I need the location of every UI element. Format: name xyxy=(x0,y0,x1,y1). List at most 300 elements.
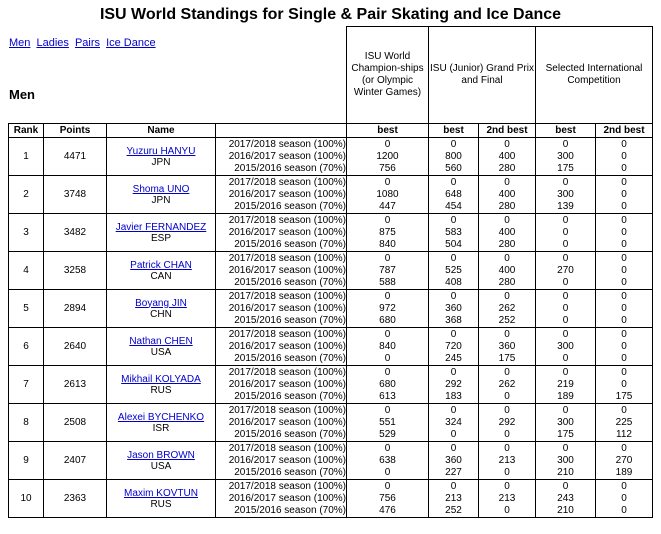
score-value: 0 xyxy=(621,214,627,226)
skater-cell xyxy=(107,176,216,214)
skater-country: RUS xyxy=(150,498,172,510)
score-value: 189 xyxy=(615,466,633,478)
score-value: 175 xyxy=(557,428,574,440)
skater-country: JPN xyxy=(151,194,171,206)
score-value: 0 xyxy=(450,480,457,492)
score-value: 0 xyxy=(621,314,627,326)
skater-country: ESP xyxy=(150,232,171,244)
season-label: 2016/2017 season (100%) xyxy=(228,492,346,504)
score-value: 840 xyxy=(379,340,396,352)
score-value: 0 xyxy=(504,466,510,478)
skater-name-link[interactable]: Shoma UNO xyxy=(132,183,190,195)
score-cell-gp2 xyxy=(479,442,536,480)
header-name: Name xyxy=(107,124,216,138)
score-cell-wc xyxy=(347,252,429,290)
table-row xyxy=(9,252,653,290)
score-value: 400 xyxy=(498,226,516,238)
season-label: 2016/2017 season (100%) xyxy=(228,340,346,352)
score-cell-gp2 xyxy=(479,252,536,290)
score-value: 0 xyxy=(450,214,457,226)
score-value: 0 xyxy=(562,442,569,454)
nav-link-pairs[interactable]: Pairs xyxy=(74,37,101,49)
score-value: 0 xyxy=(621,188,627,200)
season-label: 2016/2017 season (100%) xyxy=(228,454,346,466)
score-value: 0 xyxy=(562,226,569,238)
score-value: 0 xyxy=(621,504,627,516)
header-season-blank xyxy=(216,124,347,138)
score-value: 551 xyxy=(379,416,396,428)
score-cell-sic2 xyxy=(596,138,653,176)
score-cell-gp2 xyxy=(479,176,536,214)
score-value: 0 xyxy=(621,480,627,492)
season-label: 2017/2018 season (100%) xyxy=(228,442,346,454)
score-value: 720 xyxy=(445,340,462,352)
score-cell-sic1 xyxy=(536,176,596,214)
score-value: 210 xyxy=(557,466,574,478)
score-value: 360 xyxy=(498,340,516,352)
score-value: 227 xyxy=(445,466,462,478)
header-grand-prix: ISU (Junior) Grand Prix and Final xyxy=(429,27,536,124)
score-cell-sic2 xyxy=(596,214,653,252)
skater-cell xyxy=(107,328,216,366)
score-cell-sic1 xyxy=(536,214,596,252)
score-cell-wc xyxy=(347,404,429,442)
score-value: 368 xyxy=(445,314,462,326)
score-value: 112 xyxy=(616,428,632,440)
score-value: 0 xyxy=(562,214,569,226)
score-cell-wc xyxy=(347,328,429,366)
header-gp-best: best xyxy=(429,124,479,138)
score-value: 613 xyxy=(379,390,396,402)
score-value: 0 xyxy=(504,138,510,150)
score-value: 400 xyxy=(498,264,516,276)
season-label: 2015/2016 season (70%) xyxy=(234,276,346,288)
score-value: 292 xyxy=(445,378,462,390)
score-value: 0 xyxy=(621,290,627,302)
points-cell: 2407 xyxy=(44,442,107,480)
score-value: 300 xyxy=(557,454,574,466)
score-value: 454 xyxy=(445,200,462,212)
score-value: 0 xyxy=(384,466,391,478)
season-label: 2015/2016 season (70%) xyxy=(234,352,346,364)
table-row xyxy=(9,214,653,252)
standings-table xyxy=(8,26,653,518)
score-value: 300 xyxy=(557,416,574,428)
score-value: 0 xyxy=(384,290,391,302)
rank-cell: 2 xyxy=(9,176,44,214)
header-wc-best: best xyxy=(347,124,429,138)
score-value: 0 xyxy=(621,340,627,352)
score-value: 189 xyxy=(557,390,574,402)
season-cell xyxy=(216,252,347,290)
season-cell xyxy=(216,442,347,480)
score-cell-gp1 xyxy=(429,138,479,176)
table-row xyxy=(9,480,653,518)
skater-country: RUS xyxy=(150,384,172,396)
score-value: 270 xyxy=(557,264,574,276)
score-cell-gp1 xyxy=(429,290,479,328)
season-label: 2015/2016 season (70%) xyxy=(234,428,346,440)
points-cell: 3482 xyxy=(44,214,107,252)
score-cell-sic1 xyxy=(536,290,596,328)
score-value: 0 xyxy=(621,328,627,340)
score-value: 0 xyxy=(450,366,457,378)
score-value: 0 xyxy=(562,404,569,416)
rank-cell: 5 xyxy=(9,290,44,328)
score-value: 0 xyxy=(504,252,510,264)
score-value: 300 xyxy=(557,188,574,200)
header-sic-2nd-best: 2nd best xyxy=(596,124,653,138)
table-row xyxy=(9,442,653,480)
score-value: 0 xyxy=(621,150,627,162)
season-label: 2015/2016 season (70%) xyxy=(234,504,346,516)
score-value: 0 xyxy=(621,352,627,364)
score-value: 400 xyxy=(498,150,516,162)
score-value: 680 xyxy=(379,378,396,390)
score-value: 324 xyxy=(445,416,462,428)
score-value: 400 xyxy=(498,188,516,200)
score-value: 0 xyxy=(562,238,569,250)
score-cell-gp1 xyxy=(429,176,479,214)
page-title: ISU World Standings for Single & Pair Skating and Ice Dance xyxy=(99,6,562,23)
score-value: 0 xyxy=(562,252,569,264)
score-cell-gp2 xyxy=(479,404,536,442)
season-label: 2016/2017 season (100%) xyxy=(228,264,346,276)
score-cell-sic2 xyxy=(596,404,653,442)
points-cell: 2894 xyxy=(44,290,107,328)
season-label: 2017/2018 season (100%) xyxy=(228,214,346,226)
score-value: 525 xyxy=(445,264,462,276)
score-value: 280 xyxy=(498,162,516,174)
score-value: 1080 xyxy=(376,188,399,200)
score-value: 0 xyxy=(621,200,627,212)
season-label: 2015/2016 season (70%) xyxy=(234,200,346,212)
score-value: 225 xyxy=(615,416,633,428)
score-value: 0 xyxy=(450,290,457,302)
score-cell-sic2 xyxy=(596,480,653,518)
skater-country: CHN xyxy=(150,308,172,320)
score-cell-gp2 xyxy=(479,214,536,252)
score-value: 0 xyxy=(504,176,510,188)
section-heading: Men xyxy=(9,87,35,102)
score-value: 0 xyxy=(621,252,627,264)
skater-cell xyxy=(107,480,216,518)
skater-name-link[interactable]: Nathan CHEN xyxy=(129,335,193,347)
score-value: 0 xyxy=(621,226,627,238)
score-cell-gp1 xyxy=(429,366,479,404)
score-value: 0 xyxy=(504,366,510,378)
rank-cell: 7 xyxy=(9,366,44,404)
score-cell-sic1 xyxy=(536,366,596,404)
score-value: 262 xyxy=(498,378,516,390)
season-label: 2017/2018 season (100%) xyxy=(228,480,346,492)
score-value: 360 xyxy=(445,454,462,466)
score-cell-sic2 xyxy=(596,176,653,214)
score-cell-gp1 xyxy=(429,214,479,252)
score-value: 648 xyxy=(445,188,462,200)
score-value: 1200 xyxy=(376,150,399,162)
skater-country: ISR xyxy=(152,422,170,434)
score-value: 252 xyxy=(498,314,516,326)
rank-cell: 10 xyxy=(9,480,44,518)
season-label: 2015/2016 season (70%) xyxy=(234,466,346,478)
score-value: 787 xyxy=(379,264,396,276)
score-value: 219 xyxy=(557,378,574,390)
season-label: 2017/2018 season (100%) xyxy=(228,290,346,302)
skater-cell xyxy=(107,252,216,290)
season-label: 2015/2016 season (70%) xyxy=(234,238,346,250)
score-value: 476 xyxy=(379,504,396,516)
score-value: 300 xyxy=(557,150,574,162)
score-cell-wc xyxy=(347,290,429,328)
header-points: Points xyxy=(44,124,107,138)
skater-name-link[interactable]: Mikhail KOLYADA xyxy=(121,373,201,385)
score-value: 0 xyxy=(384,214,391,226)
score-value: 252 xyxy=(445,504,462,516)
score-value: 245 xyxy=(445,352,462,364)
season-label: 2017/2018 season (100%) xyxy=(228,366,346,378)
season-cell xyxy=(216,176,347,214)
score-cell-gp2 xyxy=(479,138,536,176)
points-cell: 2508 xyxy=(44,404,107,442)
rank-cell: 1 xyxy=(9,138,44,176)
season-cell xyxy=(216,138,347,176)
table-row xyxy=(9,176,653,214)
score-value: 0 xyxy=(450,442,457,454)
season-label: 2016/2017 season (100%) xyxy=(228,302,346,314)
season-label: 2016/2017 season (100%) xyxy=(228,416,346,428)
skater-cell xyxy=(107,138,216,176)
score-cell-sic2 xyxy=(596,328,653,366)
season-cell xyxy=(216,404,347,442)
score-value: 0 xyxy=(384,352,391,364)
score-value: 0 xyxy=(450,176,457,188)
score-value: 0 xyxy=(621,366,627,378)
score-value: 0 xyxy=(621,162,627,174)
score-value: 0 xyxy=(562,352,569,364)
score-value: 0 xyxy=(562,290,569,302)
score-value: 588 xyxy=(379,276,396,288)
skater-name-link[interactable]: Boyang JIN xyxy=(135,297,187,309)
skater-cell xyxy=(107,442,216,480)
season-cell xyxy=(216,290,347,328)
season-label: 2015/2016 season (70%) xyxy=(234,390,346,402)
score-cell-gp1 xyxy=(429,404,479,442)
score-value: 583 xyxy=(445,226,462,238)
score-cell-gp1 xyxy=(429,328,479,366)
score-value: 0 xyxy=(384,138,391,150)
score-cell-sic1 xyxy=(536,138,596,176)
score-value: 213 xyxy=(445,492,462,504)
score-value: 243 xyxy=(557,492,574,504)
season-label: 2017/2018 season (100%) xyxy=(228,138,346,150)
season-label: 2015/2016 season (70%) xyxy=(234,314,346,326)
points-cell: 2613 xyxy=(44,366,107,404)
score-value: 0 xyxy=(450,138,457,150)
season-label: 2017/2018 season (100%) xyxy=(228,252,346,264)
rank-cell: 3 xyxy=(9,214,44,252)
score-value: 213 xyxy=(498,454,516,466)
score-value: 840 xyxy=(379,238,396,250)
rank-cell: 9 xyxy=(9,442,44,480)
table-row xyxy=(9,404,653,442)
score-value: 0 xyxy=(504,214,510,226)
season-label: 2015/2016 season (70%) xyxy=(234,162,346,174)
score-value: 280 xyxy=(498,276,516,288)
points-cell: 4471 xyxy=(44,138,107,176)
score-value: 0 xyxy=(504,428,510,440)
score-value: 139 xyxy=(557,200,574,212)
season-cell xyxy=(216,366,347,404)
score-value: 175 xyxy=(615,390,633,402)
score-value: 0 xyxy=(504,328,510,340)
skater-cell xyxy=(107,404,216,442)
nav-link-ladies[interactable]: Ladies xyxy=(36,37,69,49)
score-cell-gp1 xyxy=(429,442,479,480)
nav-link-ice-dance[interactable]: Ice Dance xyxy=(106,37,156,49)
nav-link-men[interactable]: Men xyxy=(9,37,31,49)
table-row xyxy=(9,290,653,328)
score-value: 0 xyxy=(621,276,627,288)
points-cell: 2640 xyxy=(44,328,107,366)
score-cell-gp2 xyxy=(479,290,536,328)
score-value: 280 xyxy=(498,200,516,212)
score-value: 0 xyxy=(562,314,569,326)
score-value: 0 xyxy=(384,328,391,340)
season-cell xyxy=(216,480,347,518)
score-value: 0 xyxy=(384,404,391,416)
table-row xyxy=(9,138,653,176)
score-value: 447 xyxy=(379,200,396,212)
skater-country: USA xyxy=(150,460,172,472)
score-cell-wc xyxy=(347,176,429,214)
score-value: 756 xyxy=(379,492,396,504)
score-cell-sic2 xyxy=(596,252,653,290)
score-cell-wc xyxy=(347,480,429,518)
score-value: 0 xyxy=(562,302,569,314)
header-gp-2nd-best: 2nd best xyxy=(479,124,536,138)
points-cell: 3258 xyxy=(44,252,107,290)
score-cell-sic1 xyxy=(536,442,596,480)
season-label: 2017/2018 season (100%) xyxy=(228,176,346,188)
table-row xyxy=(9,328,653,366)
score-value: 560 xyxy=(445,162,462,174)
score-value: 280 xyxy=(498,238,516,250)
rank-cell: 6 xyxy=(9,328,44,366)
skater-name-link[interactable]: Yuzuru HANYU xyxy=(126,145,196,157)
season-label: 2017/2018 season (100%) xyxy=(228,328,346,340)
score-value: 504 xyxy=(445,238,462,250)
score-value: 800 xyxy=(445,150,462,162)
score-value: 270 xyxy=(615,454,633,466)
score-value: 0 xyxy=(621,378,627,390)
score-value: 0 xyxy=(621,404,627,416)
score-cell-wc xyxy=(347,366,429,404)
score-value: 0 xyxy=(562,138,569,150)
points-cell: 3748 xyxy=(44,176,107,214)
rank-cell: 8 xyxy=(9,404,44,442)
table-row xyxy=(9,366,653,404)
score-value: 183 xyxy=(445,390,462,402)
score-value: 175 xyxy=(557,162,574,174)
skater-cell xyxy=(107,290,216,328)
score-value: 0 xyxy=(450,328,457,340)
score-value: 638 xyxy=(379,454,396,466)
score-value: 175 xyxy=(498,352,516,364)
score-value: 0 xyxy=(621,176,627,188)
score-cell-gp1 xyxy=(429,480,479,518)
season-label: 2017/2018 season (100%) xyxy=(228,404,346,416)
score-value: 529 xyxy=(379,428,396,440)
standings-body xyxy=(9,138,653,518)
score-value: 408 xyxy=(445,276,462,288)
score-cell-gp2 xyxy=(479,328,536,366)
season-label: 2016/2017 season (100%) xyxy=(228,378,346,390)
score-value: 0 xyxy=(384,366,391,378)
skater-name-link[interactable]: Patrick CHAN xyxy=(130,259,192,271)
score-value: 0 xyxy=(504,504,510,516)
header-international-competition: Selected International Competition xyxy=(536,27,653,124)
season-label: 2016/2017 season (100%) xyxy=(228,226,346,238)
score-value: 0 xyxy=(562,328,569,340)
score-value: 213 xyxy=(498,492,516,504)
score-value: 756 xyxy=(379,162,396,174)
score-cell-sic2 xyxy=(596,290,653,328)
score-cell-gp1 xyxy=(429,252,479,290)
score-value: 0 xyxy=(621,138,627,150)
skater-name-link[interactable]: Maxim KOVTUN xyxy=(124,487,198,499)
header-sic-best: best xyxy=(536,124,596,138)
score-value: 0 xyxy=(384,442,391,454)
skater-country: JPN xyxy=(151,156,171,168)
skater-cell xyxy=(107,214,216,252)
score-value: 300 xyxy=(557,340,574,352)
score-value: 0 xyxy=(504,290,510,302)
score-value: 0 xyxy=(562,276,569,288)
score-value: 0 xyxy=(562,480,569,492)
score-value: 0 xyxy=(384,480,391,492)
season-label: 2016/2017 season (100%) xyxy=(228,188,346,200)
score-value: 0 xyxy=(504,442,510,454)
score-value: 0 xyxy=(450,404,457,416)
score-value: 0 xyxy=(384,252,391,264)
score-value: 0 xyxy=(384,176,391,188)
score-value: 0 xyxy=(504,390,510,402)
skater-country: CAN xyxy=(150,270,172,282)
skater-cell xyxy=(107,366,216,404)
score-value: 0 xyxy=(504,480,510,492)
score-cell-gp2 xyxy=(479,366,536,404)
skater-name-link[interactable]: Alexei BYCHENKO xyxy=(117,411,205,423)
score-value: 0 xyxy=(621,442,627,454)
score-value: 262 xyxy=(498,302,516,314)
score-value: 360 xyxy=(445,302,462,314)
score-cell-sic1 xyxy=(536,328,596,366)
score-value: 0 xyxy=(562,366,569,378)
season-cell xyxy=(216,328,347,366)
skater-name-link[interactable]: Jason BROWN xyxy=(127,449,195,461)
score-value: 0 xyxy=(621,302,627,314)
skater-name-link[interactable]: Javier FERNANDEZ xyxy=(115,221,207,233)
score-value: 875 xyxy=(379,226,396,238)
score-cell-sic1 xyxy=(536,480,596,518)
score-value: 972 xyxy=(379,302,396,314)
score-value: 210 xyxy=(557,504,574,516)
score-value: 680 xyxy=(379,314,396,326)
season-cell xyxy=(216,214,347,252)
score-cell-sic1 xyxy=(536,404,596,442)
skater-country: USA xyxy=(150,346,172,358)
